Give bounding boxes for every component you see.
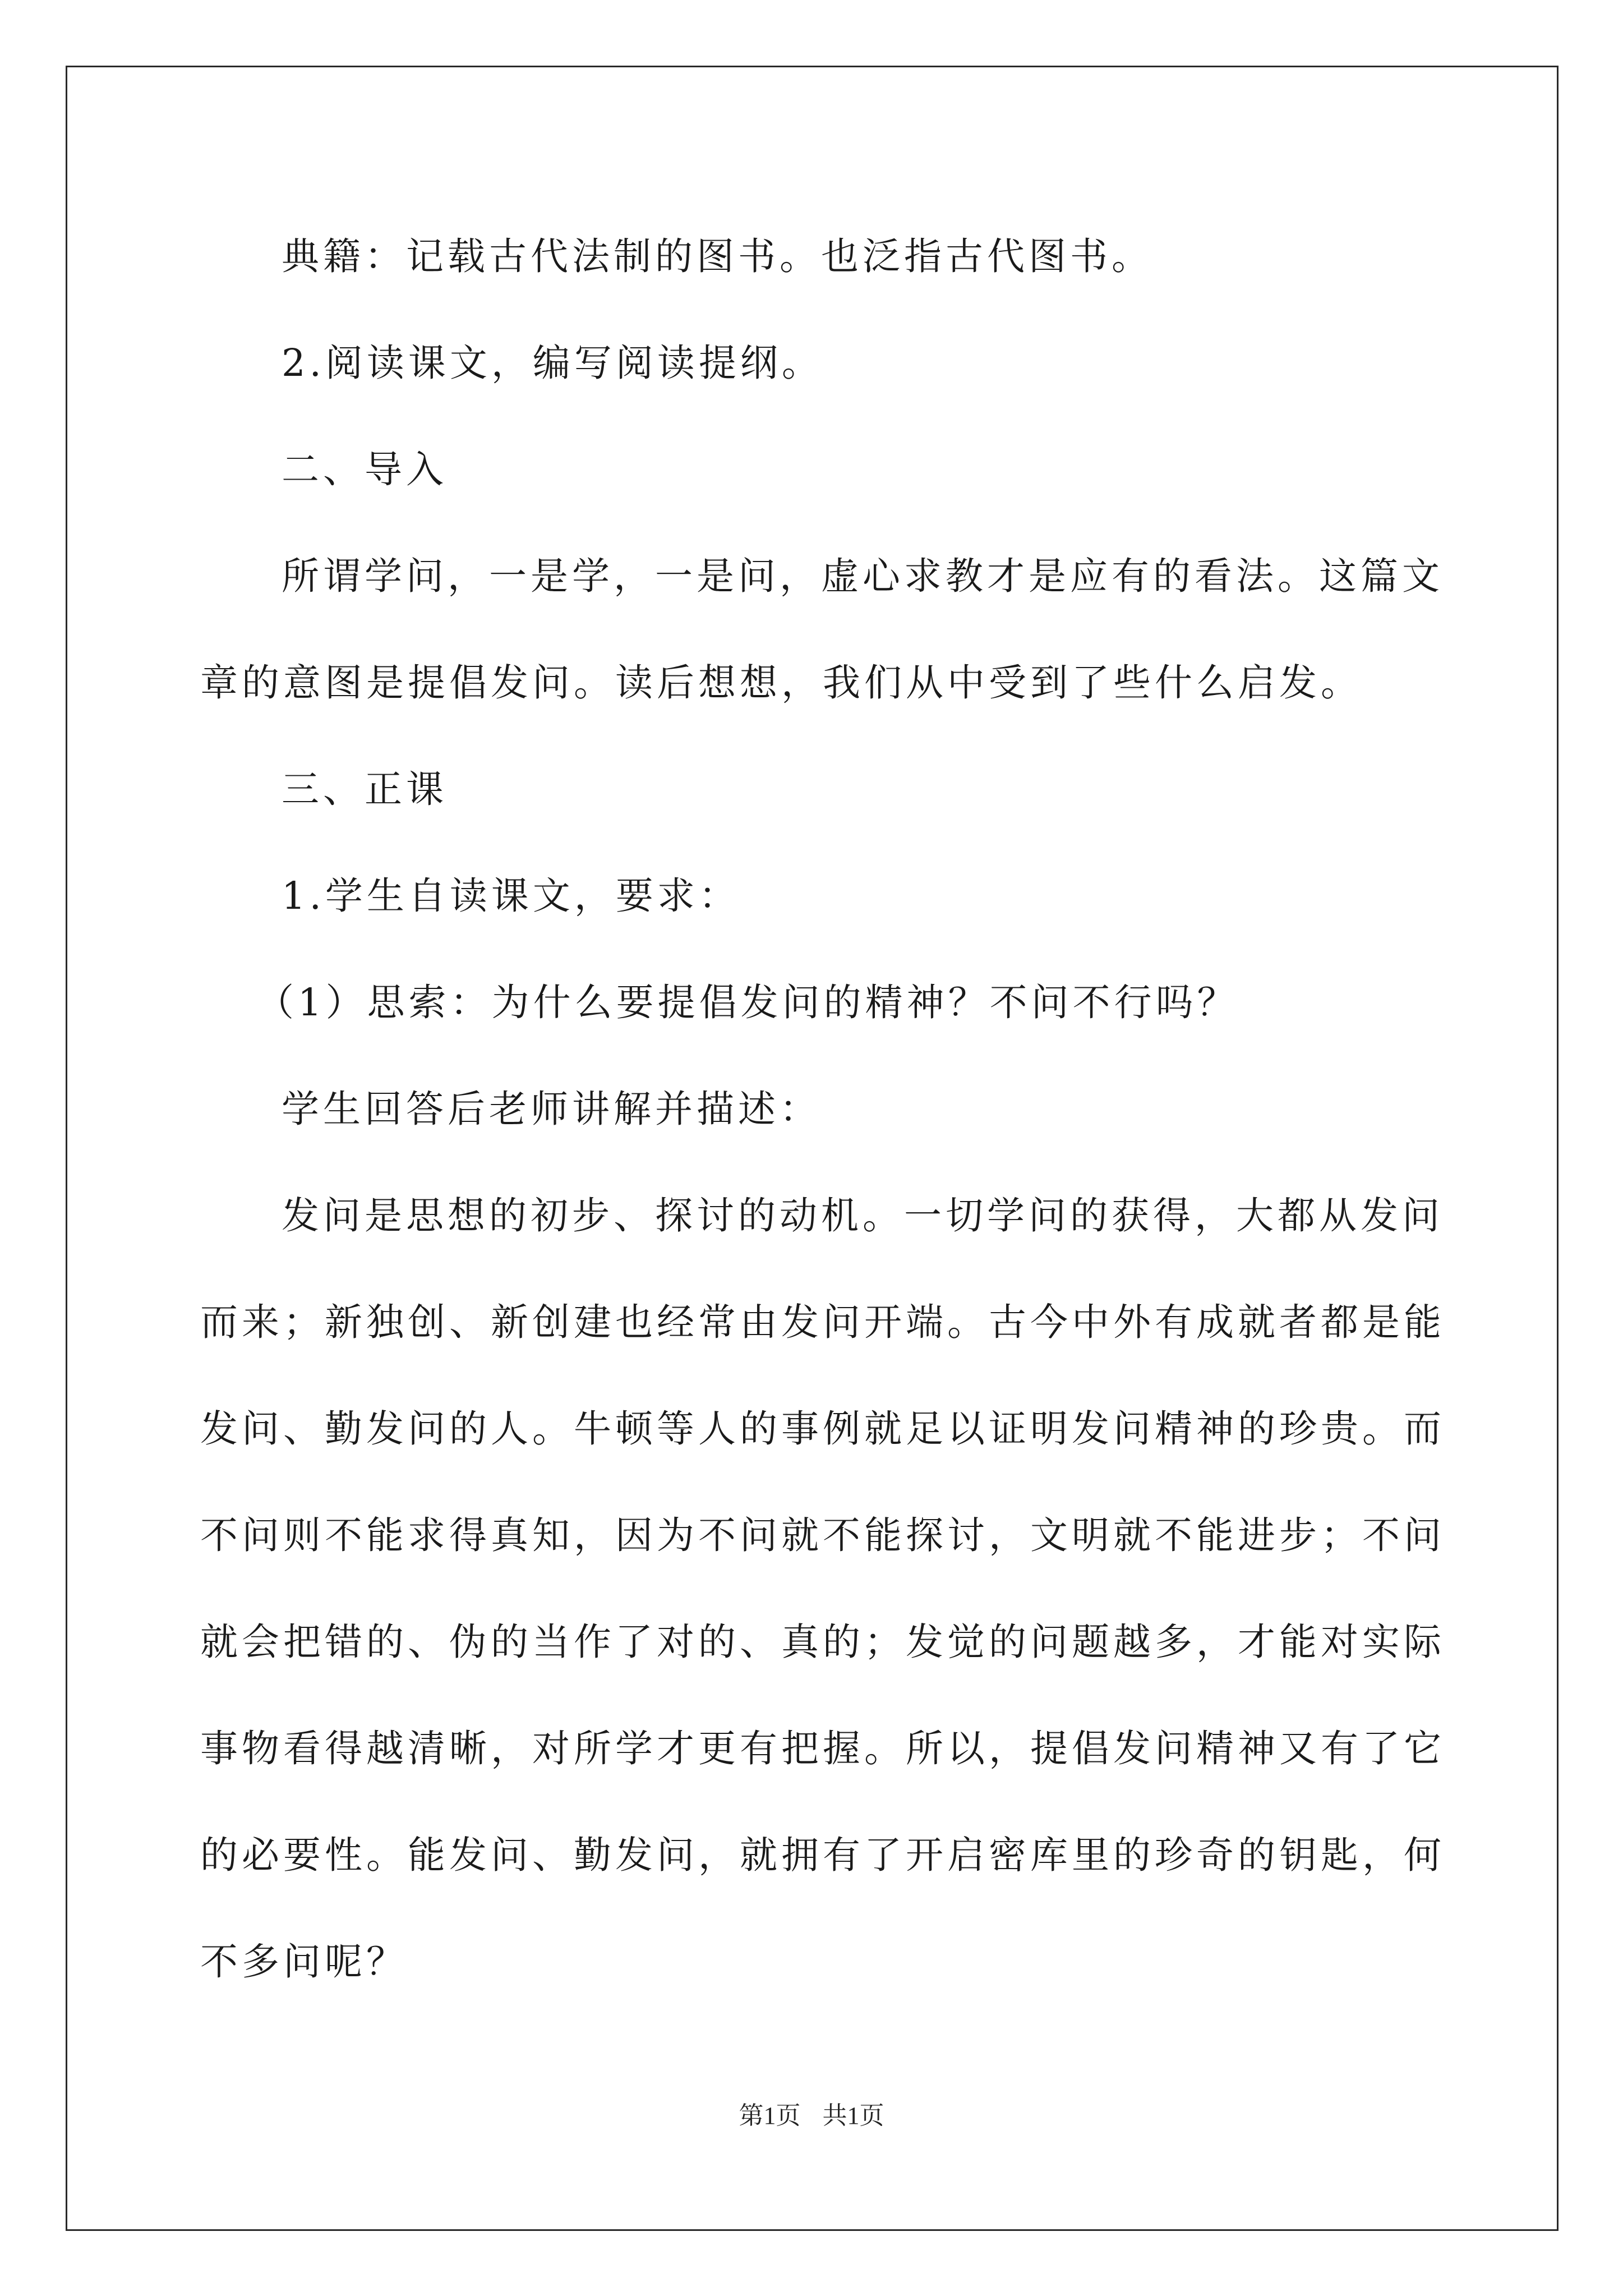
text-line: （1）思索：为什么要提倡发问的精神？不问不行吗？ — [256, 981, 1239, 1024]
page-border — [66, 66, 1559, 2231]
text-line: 所谓学问，一是学，一是问，虚心求教才是应有的看法。这篇文 — [282, 554, 1444, 598]
text-line: 的必要性。能发问、勤发问，就拥有了开启密库里的珍奇的钥匙，何 — [200, 1833, 1445, 1877]
text-line: 而来；新独创、新创建也经常由发问开端。古今中外有成就者都是能 — [200, 1300, 1445, 1344]
text-line: 2.阅读课文，编写阅读提纲。 — [282, 341, 823, 385]
page-number: 第1页 — [739, 2102, 801, 2129]
text-line: 不问则不能求得真知，因为不问就不能探讨，文明就不能进步；不问 — [200, 1513, 1445, 1557]
text-line: 典籍：记载古代法制的图书。也泛指古代图书。 — [282, 234, 1153, 278]
text-line: 学生回答后老师讲解并描述： — [282, 1087, 821, 1131]
text-line: 不多问呢？ — [200, 1940, 408, 1984]
text-line: 事物看得越清晰，对所学才更有把握。所以，提倡发问精神又有了它 — [200, 1727, 1445, 1770]
text-line: 发问是思想的初步、探讨的动机。一切学问的获得，大都从发问 — [282, 1194, 1444, 1237]
page-total: 共1页 — [822, 2102, 884, 2129]
text-line: 1.学生自读课文，要求： — [282, 874, 740, 918]
section-heading: 三、正课 — [282, 767, 448, 811]
text-line: 就会把错的、伪的当作了对的、真的；发觉的问题越多，才能对实际 — [200, 1620, 1445, 1664]
text-line: 发问、勤发问的人。牛顿等人的事例就足以证明发问精神的珍贵。而 — [200, 1407, 1445, 1451]
page-footer — [0, 2095, 1623, 2131]
section-heading: 二、导入 — [282, 448, 448, 491]
text-line: 章的意图是提倡发问。读后想想，我们从中受到了些什么启发。 — [200, 661, 1362, 705]
